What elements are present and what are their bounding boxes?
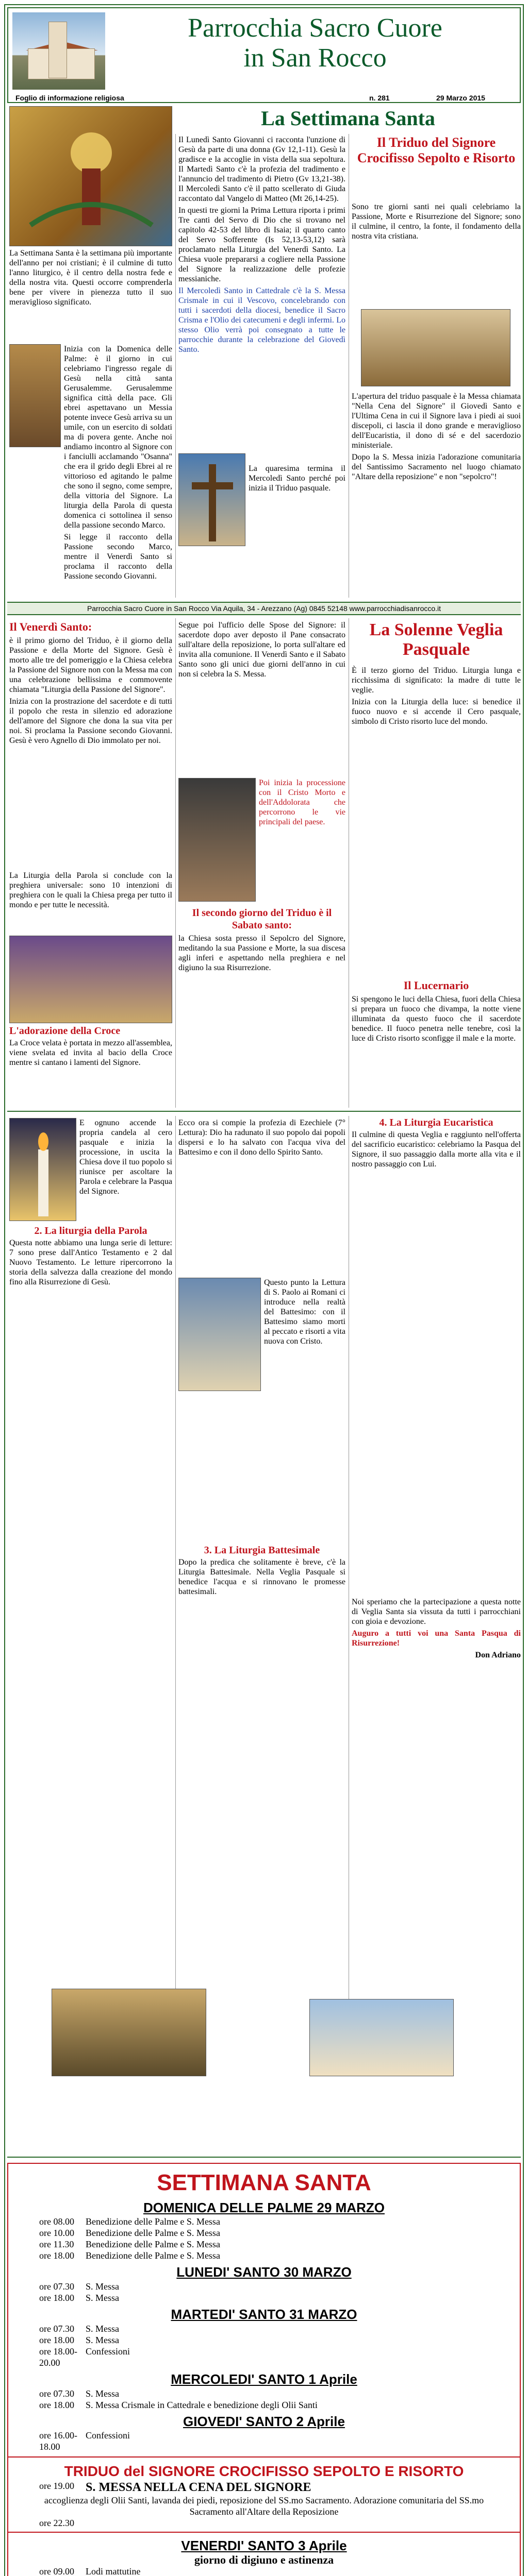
col2-text1: Il Lunedì Santo Giovanni ci racconta l'unzione di Gesù da parte di una donna (Gv 12,1-11). Gesù la gradisce e la accoglie in vista della sua sepoltura. Il Martedì Santo c'è la profezia del tradimento e l'annuncio del tradimento di Pietro (Gv 13,21-38). Il Mercoledì Santo c'è il patto scellerato di Giuda raccontato dal Vangelo di Matteo (Mt 26,14-25). [178, 135, 345, 203]
parola-col [9, 1226, 172, 1638]
lunedi-heading: LUNEDI' SANTO 30 MARZO [176, 2264, 352, 2280]
empty-tomb-image [309, 1999, 454, 2076]
col3-text3: Dopo la S. Messa inizia l'adorazione comunitaria del Santissimo Sacramento nel luogo chiamato "Altare della reposizione" e non "sepolcro"! [352, 453, 521, 481]
entry-jerusalem-image [9, 344, 61, 447]
desc: Benedizione delle Palme e S. Messa [86, 2228, 220, 2239]
lucernario-col [352, 994, 521, 1103]
parish-title-line2: in San Rocco [243, 43, 387, 73]
palme-list [8, 2216, 520, 2261]
venerdi-col-2 [9, 871, 172, 933]
ezechiele-col [178, 1118, 345, 1273]
giovedi-heading: GIOVEDI' SANTO 2 Aprile [183, 2413, 345, 2429]
giovedi-list [8, 2430, 520, 2452]
signature: Don Adriano [475, 1651, 521, 1659]
schedule-row [8, 2334, 520, 2346]
venerdi-text2: Inizia con la prostrazione del sacerdote e di tutti il popolo che resta in silenzio ed adorazione dell'amore del Signore che dona la sua vita per noi. Si proclama la Passione secondo Giovanni. Gesù è vero Agnello di Dio immolato per noi. [9, 697, 172, 745]
sabato-col [178, 907, 345, 1103]
dead-christ-image [178, 778, 256, 902]
easter-candle-icon [10, 1118, 76, 1221]
sabato-heading: Il secondo giorno del Triduo è il Sabato santo: [192, 907, 332, 931]
venerdi-list [8, 2566, 520, 2576]
time: ore 11.30 [39, 2239, 74, 2250]
col2-text2: In questi tre giorni la Prima Lettura riporta i primi Tre canti del Servo di Dio che si trovano nel capitolo 42-53 del libro di Isaia; il quarto canto del Servo Sofferente (Is 52,13-53,12) sarà proclamato nella Liturgia del Venerdì Santo. La Chiesa vuole prepararsi a cogliere nella Passione del Signore la realizzazione delle profezie messianiche. [178, 206, 345, 283]
triduo-schedule-heading: TRIDUO del SIGNORE CROCIFISSO SEPOLTO E RISORTO [64, 2463, 464, 2480]
schedule-row [8, 2281, 520, 2292]
issue-number: n. 281 [369, 94, 390, 102]
eucaristica-heading: 4. La Liturgia Eucaristica [379, 1118, 493, 1128]
adorazione-text: La Croce velata è portata in mezzo all'assemblea, viene svelata ed invita al bacio della Croce mentre si cantano i lamenti del Signore. [9, 1039, 172, 1067]
divider [175, 618, 176, 1108]
desc: Confessioni [86, 2430, 130, 2441]
sabato-text: la Chiesa sosta presso il Sepolcro del Signore, meditando la sua Passione e Morte, la sua discesa agli inferi e aspettando nella preghiera e nel digiuno la sua Risurrezione. [178, 934, 345, 972]
col1-intro-text: La Settimana Santa è la settimana più importante dell'anno per noi cristiani; è il culmine di tutto l'anno liturgico, è il centro della nostra fede e della nostra vita. Questi occorre comprenderla bene per vivere in pienezza tutto il suo meraviglioso significato. [9, 249, 172, 307]
mercoledi-list [8, 2388, 520, 2411]
col2-quaresima [249, 464, 345, 598]
schedule-title: SETTIMANA SANTA [157, 2170, 371, 2195]
auguri-col [352, 1597, 521, 1958]
settimana-santa-heading: La Settimana Santa [261, 107, 435, 130]
parish-title [111, 13, 519, 73]
time: ore 18.00 [39, 2334, 74, 2345]
col2-text3: Il Mercoledì Santo in Cattedrale c'è la S. Messa Crismale in cui il Vescovo, concelebrando con tutti i sacerdoti della diocesi, benedice il Sacro Crisma e l'Olio dei catecumeni e degli infermi. Lo stesso Olio verrà poi consegnato a tutte le parrocchie durante la celebrazione del Giovedì Santo. [178, 286, 345, 354]
emmaus-image [52, 1989, 206, 2076]
candle-col [79, 1118, 172, 1221]
palme-heading: DOMENICA DELLE PALME 29 MARZO [143, 2199, 385, 2215]
schedule-row [8, 2216, 520, 2227]
adorazione-caption: L'adorazione della Croce [9, 1026, 121, 1037]
palm-sunday-image [9, 106, 172, 246]
col2-text4: La quaresima termina il Mercoledì Santo perché poi inizia il Triduo pasquale. [249, 464, 345, 493]
masthead [7, 7, 521, 103]
veglia-col [352, 666, 521, 975]
eucaristica-col [352, 1118, 521, 1530]
section-rule [7, 1111, 521, 1112]
issue-date: 29 Marzo 2015 [436, 94, 485, 102]
desc: Benedizione delle Palme e S. Messa [86, 2239, 220, 2250]
crucifix-image [178, 453, 245, 546]
cross-icon [179, 454, 245, 546]
time: ore 19.00 [39, 2481, 74, 2492]
church-tower [48, 22, 67, 78]
time: ore 07.30 [39, 2281, 74, 2292]
schedule-row [8, 2250, 520, 2261]
processione-col [259, 778, 345, 902]
candle-image [9, 1118, 76, 1221]
venerdi-section [8, 2532, 520, 2576]
venerdi-heading: Il Venerdì Santo: [9, 620, 92, 633]
communion-col [178, 620, 345, 775]
auguri-text2: Auguro a tutti voi una Santa Pasqua di Risurrezione! [352, 1629, 521, 1648]
schedule-row [8, 2346, 520, 2368]
palm-icon [10, 107, 172, 246]
time: ore 08.00 [39, 2216, 74, 2227]
martedi-list [8, 2323, 520, 2368]
last-supper-image [361, 309, 510, 386]
veglia-text1: È il terzo giorno del Triduo. Liturgia lunga e ricchissima di significato: la madre di tutte le veglie. [352, 666, 521, 694]
lunedi-list [8, 2281, 520, 2303]
venerdi-col [9, 620, 172, 868]
desc: S. MESSA NELLA CENA DEL SIGNORE [86, 2481, 311, 2495]
time: ore 07.30 [39, 2323, 74, 2334]
mercoledi-heading: MERCOLEDI' SANTO 1 Aprile [171, 2371, 357, 2387]
time: ore 10.00 [39, 2228, 74, 2239]
time: ore 18.00 [39, 2293, 74, 2303]
parola-heading: 2. La liturgia della Parola [34, 1226, 147, 1236]
resurrection-image [178, 1278, 261, 1391]
desc: S. Messa [86, 2388, 120, 2399]
schedule-box [7, 2163, 521, 2576]
schedule-row [8, 2566, 520, 2576]
parola-text: Questa notte abbiamo una lunga serie di letture: 7 sono prese dall'Antico Testamento e 2 dal Nuovo Testamento. Le letture ripercorrono la storia della salvezza dalla creazione del mondo fino alla Risurrezione di Gesù. [9, 1239, 172, 1286]
cross-veneration-image [9, 936, 172, 1023]
martedi-heading: MARTEDI' SANTO 31 MARZO [171, 2307, 357, 2323]
schedule-row [8, 2323, 520, 2334]
section-rule [7, 2157, 521, 2158]
time: ore 18.00-20.00 [39, 2346, 77, 2368]
venerdi-subtitle: giorno di digiuno e astinenza [194, 2553, 334, 2567]
col3-giovedi [352, 392, 521, 598]
page1-footer: Parrocchia Sacro Cuore in San Rocco Via Aquila, 34 - Arezzano (Ag) 0845 52148 www.parrocchiadisanrocco.it [7, 602, 521, 615]
desc: S. Messa [86, 2323, 120, 2334]
communion-text: Segue poi l'ufficio delle Spose del Signore: il sacerdote dopo aver deposto il Pane consacrato sull'altare della reposizione, lo porta sull'altare ed invita alla comunione. Il Venerdì Santo e il Sabato Santo sono gli unici due giorni dell'anno in cui non si celebra la S. Messa. [178, 621, 345, 679]
col1-palme [64, 344, 172, 600]
veglia-heading: La Solenne Veglia Pasquale [369, 620, 503, 659]
schedule-row [8, 2227, 520, 2239]
venerdi-text1: è il primo giorno del Triduo, è il giorno della Passione e della Morte del Signore. Gesù è morto alle tre del pomeriggio e la Chiesa celebra la Passione del Signore non con la Messa ma con una celebrazione bellissima e commovente chiamata "Liturgia della Passione del Signore". [9, 636, 172, 694]
time: ore 18.00 [39, 2250, 74, 2261]
processione-text: Poi inizia la processione con il Cristo Morto e dell'Addolorata che percorrono le vie principali del paese. [259, 778, 345, 826]
ezechiele-text: Ecco ora si compie la profezia di Ezechiele (7° Lettura): Dio ha radunato il suo popolo dai popoli dispersi e lo ha salvato con l'acqua viva del Battesimo e con il dono dello Spirito Santo. [178, 1118, 345, 1157]
col1-passione-text: Si legge il racconto della Passione secondo Marco, mentre il Venerdì Santo si proclama il racconto della Passione secondo Giovanni. [64, 533, 172, 581]
desc: S. Messa Crismale in Cattedrale e benedizione degli Olii Santi [86, 2399, 318, 2410]
divider [175, 134, 176, 598]
desc: Benedizione delle Palme e S. Messa [86, 2216, 220, 2227]
schedule-row [8, 2430, 520, 2452]
candle-text: E ognuno accende la propria candela al cero pasquale e inizia la processione, in uscita la Chiesa dove il tuo popolo si riunisce per ascoltare la Parola e celebrare la Pasqua del Signore. [79, 1118, 172, 1196]
triduo-row [8, 2480, 520, 2495]
col3-triduo [352, 202, 521, 320]
triduo-row-2 [8, 2517, 520, 2529]
desc: Confessioni [86, 2346, 130, 2357]
lucernario-heading: Il Lucernario [403, 979, 469, 992]
church-photo [12, 12, 105, 90]
divider [175, 1116, 176, 2074]
schedule-row [8, 2239, 520, 2250]
auguri-text1: Noi speriamo che la partecipazione a questa notte di Veglia Santa sia vissuta da tutti i parrocchiani con gioia e devozione. [352, 1598, 521, 1626]
adorazione-col [9, 1026, 172, 1104]
schedule-row [8, 2388, 520, 2399]
battesimale-text: Dopo la predica che solitamente è breve, c'è la Liturgia Battesimale. Nella Veglia Pasquale si benedice l'acqua e si rinnovano le promesse battesimali. [178, 1558, 345, 1596]
col1-intro [9, 248, 172, 341]
parish-title-line1: Parrocchia Sacro Cuore [188, 13, 442, 43]
time: ore 09.00 [39, 2566, 74, 2576]
desc [86, 2517, 520, 2529]
col1-palme-text: Inizia con la Domenica delle Palme: è il giorno in cui celebriamo l'ingresso regale di Gesù nella città santa Gerusalemme. Gerusalemme significa città della pace. Gli ebrei aspettavano un Messia potente invece Gesù arriva su un umile, con un esercito di soldati ma di povera gente. Anche noi andiamo incontro al Signore con i fanciulli acclamando "Osanna" che era il grido degli Ebrei al re vittorioso ed agitando le palme che sono il segno, come sempre, della vittoria del Signore. La liturgia della Parola di questa domenica ci sottolinea il senso della passione secondo Marco. [64, 345, 172, 530]
battesimale-heading: 3. La Liturgia Battesimale [204, 1546, 320, 1556]
col3-text2: L'apertura del triduo pasquale è la Messa chiamata "Nella Cena del Signore" il Giovedì Santo e l'Ultima Cena in cui il Signore lava i piedi ai suoi discepoli, ci lascia il dono grande e meraviglioso dell'Eucaristia, il dono di sé e del sacerdozio ministeriale. [352, 392, 521, 450]
schedule-row [8, 2399, 520, 2411]
lucernario-text: Si spengono le luci della Chiesa, fuori della Chiesa si prepara un fuoco che divampa, la notte viene illuminata da questo fuoco che il sacerdote benedice. Il fuoco penetra nelle tenebre, così la luce di Cristo risorto sconfigge il male e la morte. [352, 995, 521, 1043]
time: ore 18.00 [39, 2399, 74, 2410]
desc: S. Messa [86, 2293, 120, 2303]
veglia-text2: Inizia con la Liturgia della luce: si benedice il fuoco nuovo e si accende il Cero pasquale, simbolo di Cristo risorto luce del mondo. [352, 698, 521, 726]
triduo-heading: Il Triduo del Signore Crocifisso Sepolto e Risorto [357, 135, 516, 165]
desc: S. Messa [86, 2281, 120, 2292]
romani-col [264, 1278, 345, 1484]
time: ore 07.30 [39, 2388, 74, 2399]
bulletin-label: Foglio di informazione religiosa [15, 94, 124, 102]
venerdi-text3: La Liturgia della Parola si conclude con la preghiera universale: sono 10 intenzioni di preghiera con le quali la Chiesa prega per tutto il mondo e per tutte le necessità. [9, 871, 172, 909]
romani-text: Questo punto la Lettura di S. Paolo ai Romani ci introduce nella realtà del Battesimo: con il Battesimo siamo morti al peccato e risorti a vita nuova con Cristo. [264, 1278, 345, 1346]
eucaristica-text: Il culmine di questa Veglia e raggiunto nell'offerta del sacrificio eucaristico: celebriamo la Pasqua del Signore, il suo passaggio dalla morte alla vita e il nostro passaggio con Lui. [352, 1130, 521, 1168]
schedule-row [8, 2292, 520, 2303]
venerdi-schedule-heading: VENERDI' SANTO 3 Aprile [181, 2538, 347, 2554]
desc: Lodi mattutine [86, 2566, 141, 2576]
triduo-section [8, 2456, 520, 2532]
battesimale-col [178, 1546, 345, 1752]
time: ore 16.00-18.00 [39, 2430, 77, 2452]
time: ore 22.30 [39, 2518, 74, 2529]
desc: Benedizione delle Palme e S. Messa [86, 2250, 220, 2261]
col3-text1: Sono tre giorni santi nei quali celebriamo la Passione, Morte e Risurrezione del Signore; sono il culmine, il centro, la fonte, il fondamento della nostra vita cristiana. [352, 202, 521, 241]
triduo-note: accoglienza degli Olii Santi, lavanda dei piedi, reposizione del SS.mo Sacramento. Adorazione comunitaria del SS.mo Sacramento all'Altare della Reposizione [44, 2495, 484, 2517]
desc: S. Messa [86, 2334, 120, 2345]
